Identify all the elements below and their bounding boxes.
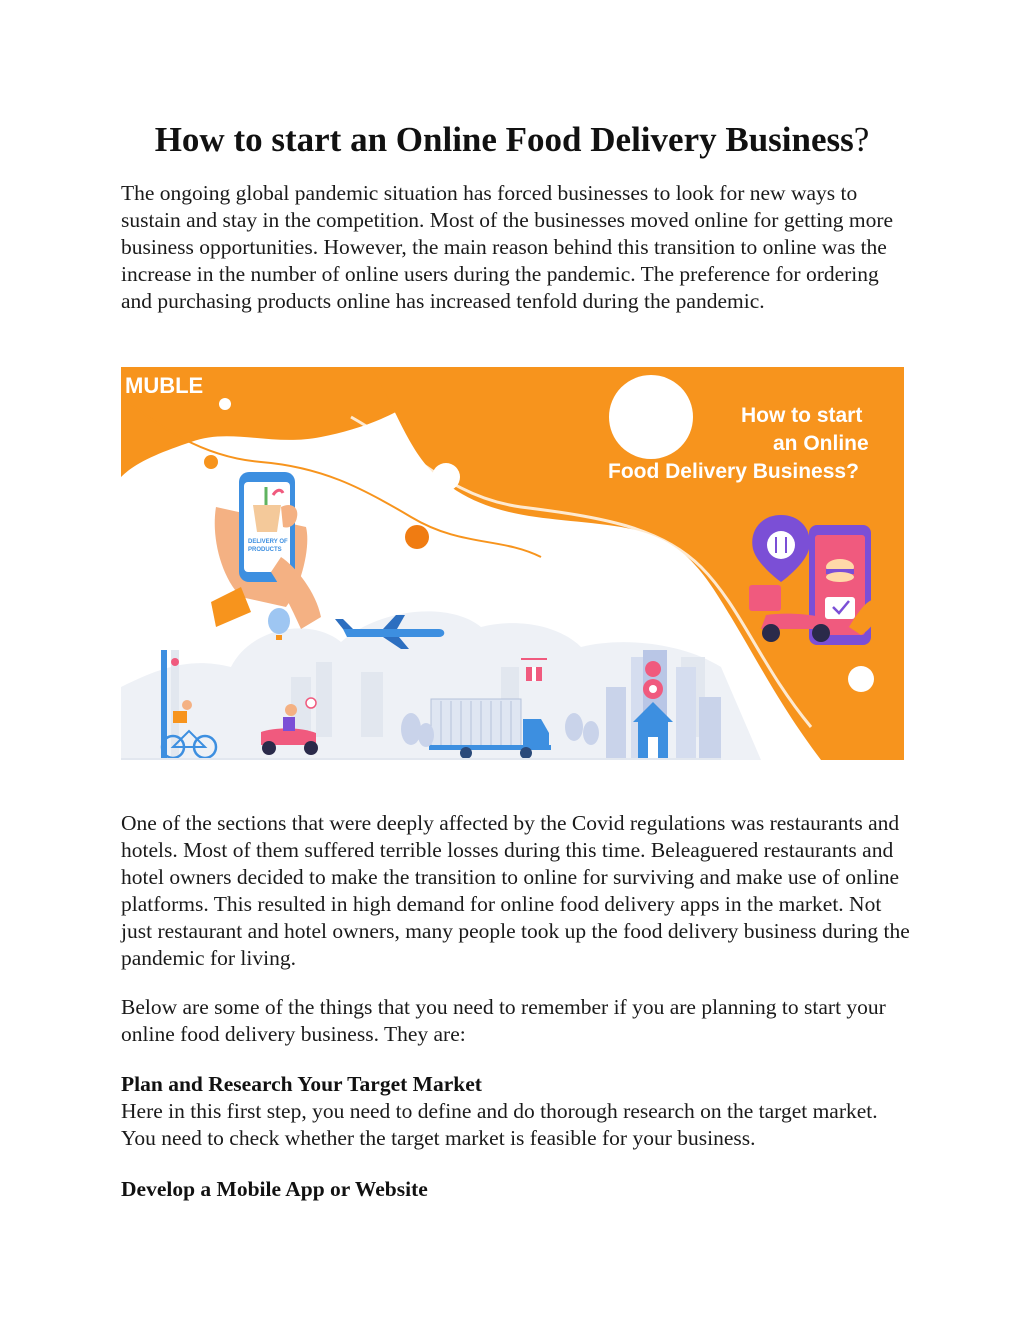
document-title (0, 118, 1024, 162)
white-circle-large (609, 375, 693, 459)
muble-logo: MUBLE (125, 373, 204, 398)
phone-label-1: DELIVERY OF (248, 539, 288, 545)
plan-research-heading: Plan and Research Your Target Market (121, 1072, 482, 1096)
covid-impact-paragraph: One of the sections that were deeply affected by the Covid regulations was restaurants and hotels. Most of them suffered terrible losses during this time. Beleaguered restaurants and hotel owners decided to make the transition to online for surviving and make use of online platforms. This resulted in high demand for online food delivery apps in the market. Not just restaurant and hotel owners, many people took up the food delivery business during the pandemic for living. (121, 811, 910, 970)
banner-title-line-3: Food Delivery Business? (608, 460, 859, 483)
plan-research-paragraph: Here in this first step, you need to define and do thorough research on the target market. You need to check whether the target market is feasible for your business. (121, 1099, 878, 1150)
intro-paragraph: The ongoing global pandemic situation has forced businesses to look for new ways to sustain and stay in the competition. Most of the businesses moved online for getting more business opportunities. However, the main reason behind this transition to online was the increase in the number of online users during the pandemic. The preference for ordering and purchasing products online has increased tenfold during the pandemic. (121, 181, 894, 313)
banner-illustration (121, 367, 904, 760)
phone-label-2: PRODUCTS (248, 547, 282, 553)
title-text: How to start an Online Food Delivery Business (154, 120, 854, 159)
banner-title-line-2: an Online (773, 432, 869, 455)
title-question-mark: ? (853, 120, 870, 159)
develop-app-heading: Develop a Mobile App or Website (121, 1177, 428, 1201)
things-to-remember-paragraph: Below are some of the things that you need to remember if you are planning to start your online food delivery business. They are: (121, 995, 886, 1046)
banner-title-line-1: How to start (741, 404, 863, 427)
